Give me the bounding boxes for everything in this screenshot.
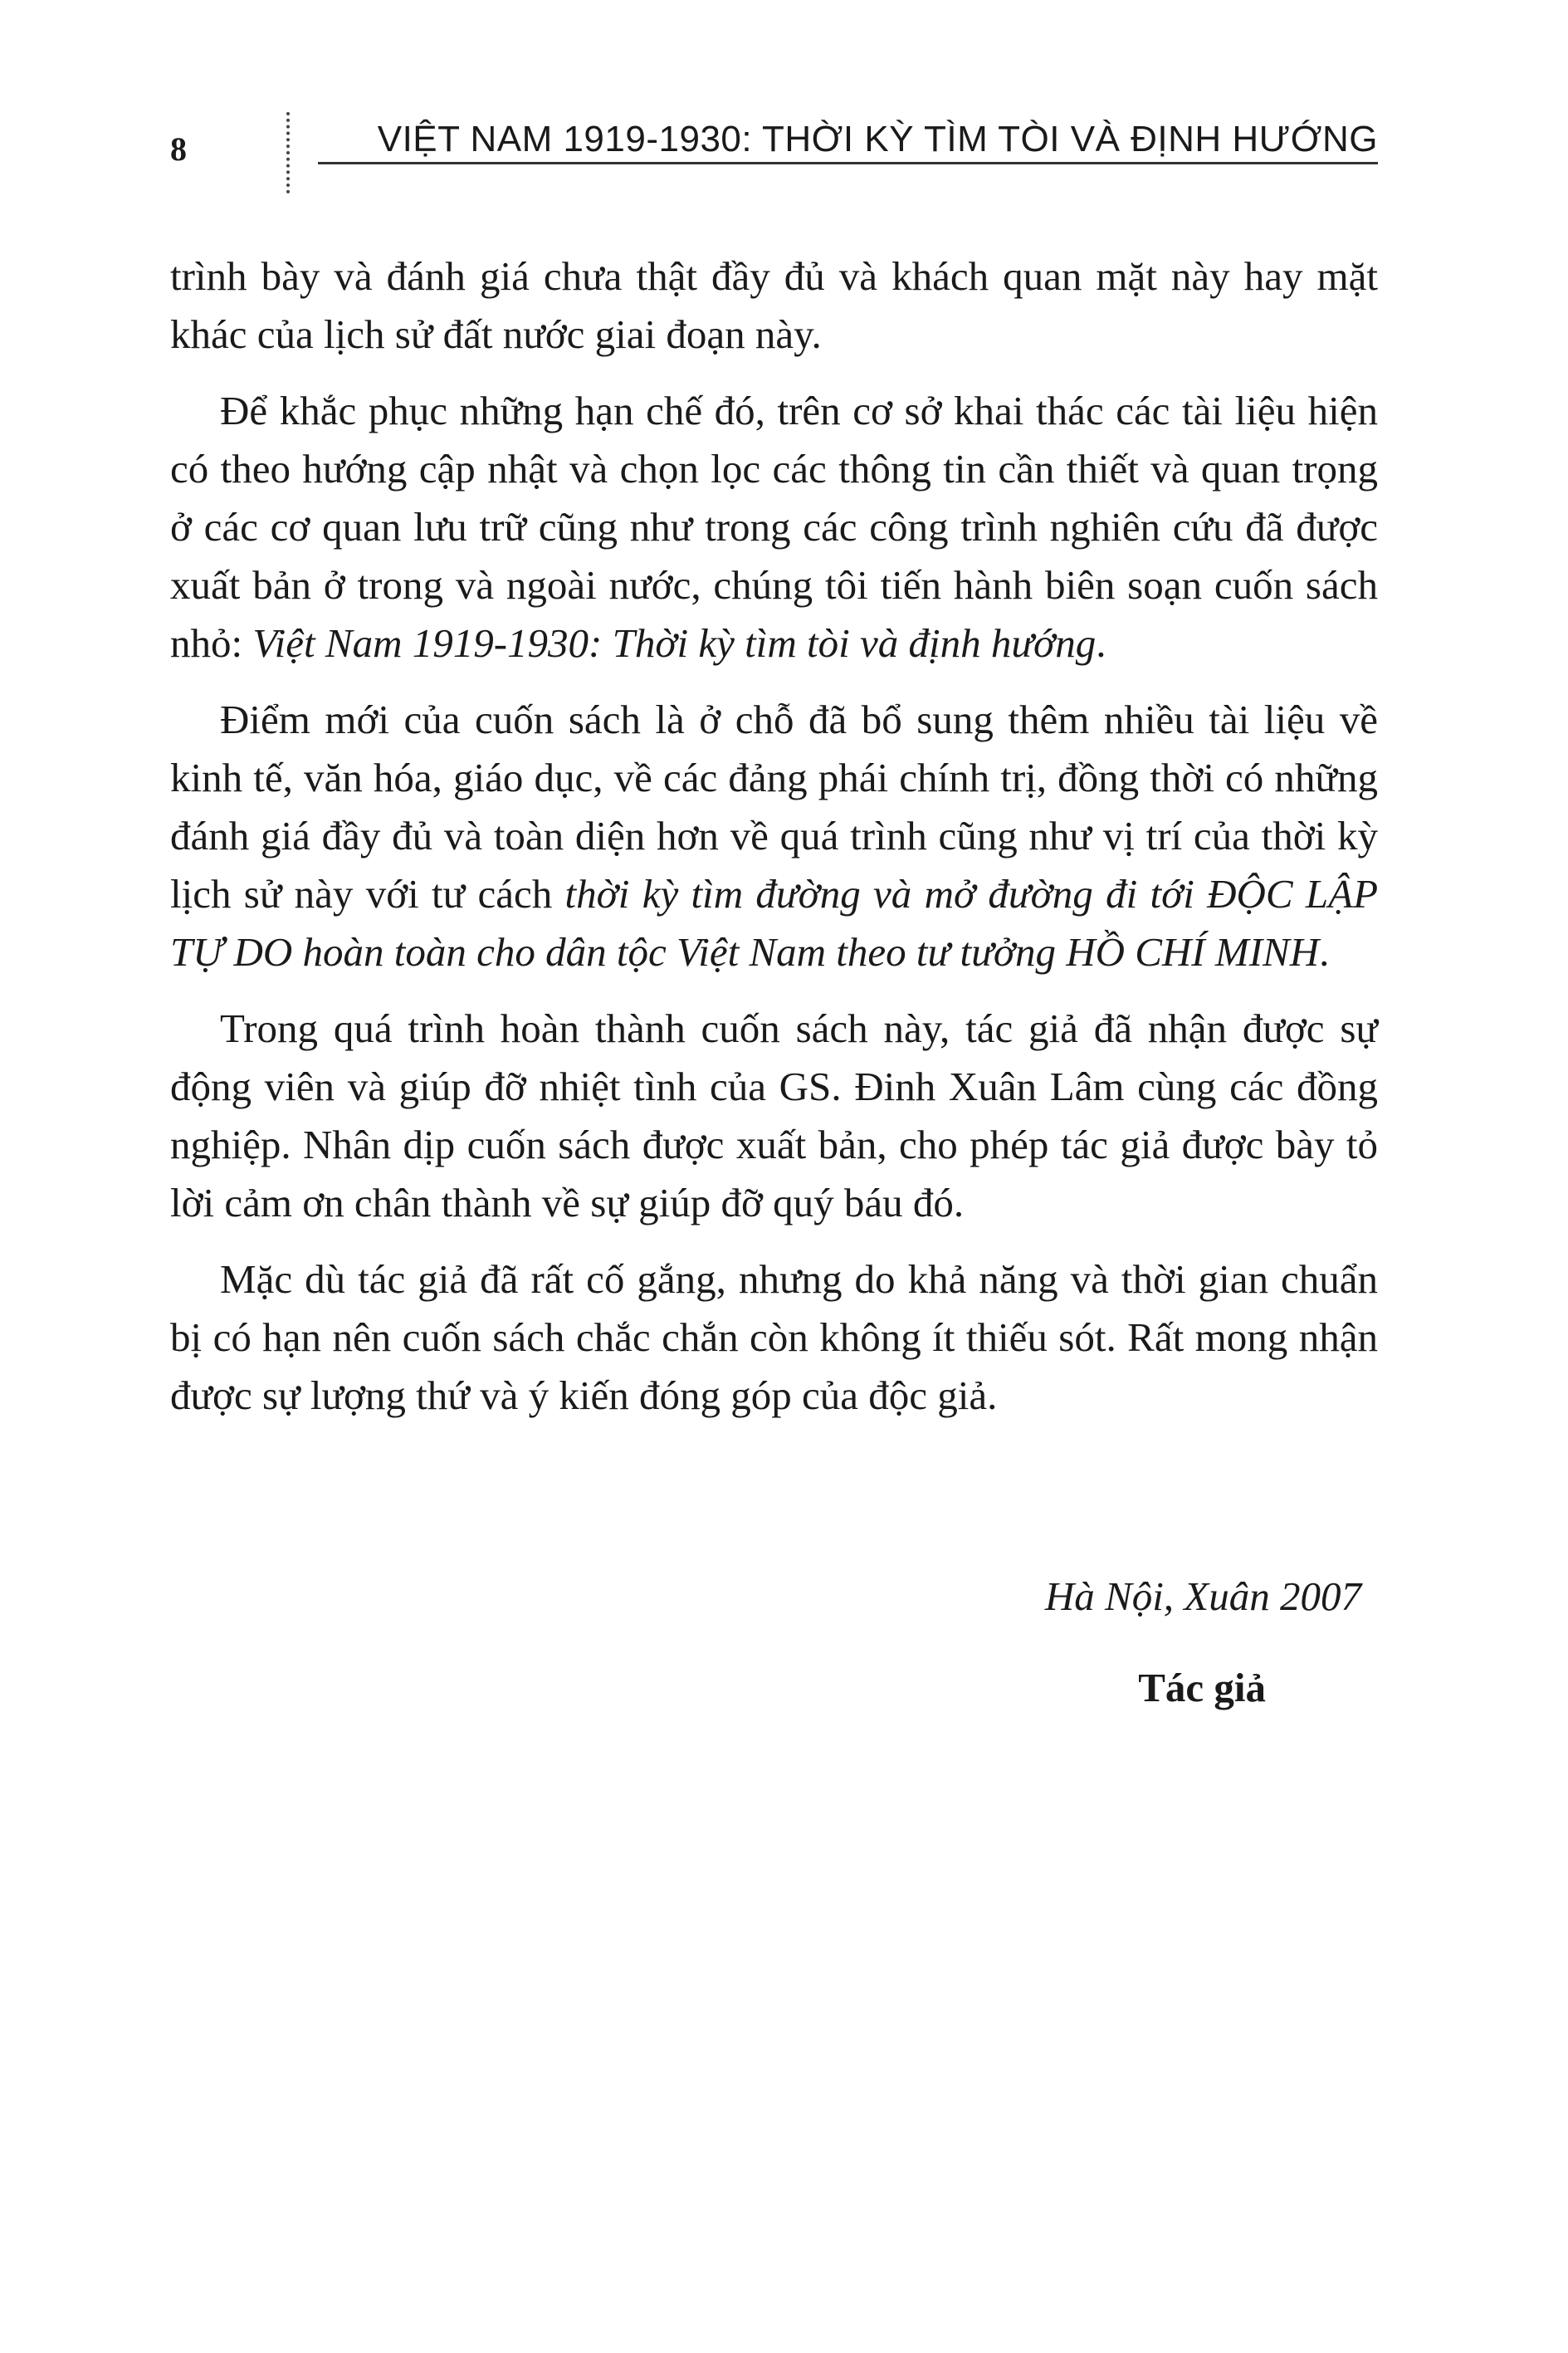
emphasis-italic: thời kỳ tìm đường và mở đường đi tới ĐỘC LẬP TỰ DO hoàn toàn cho dân tộc Việt Nam theo tư tưởng HỒ CHÍ MINH xyxy=(170,871,1378,975)
paragraph-2 xyxy=(170,382,1378,673)
author-signature: Tác giả xyxy=(1138,1665,1266,1710)
book-title-italic: Việt Nam 1919-1930: Thời kỳ tìm tòi và định hướng xyxy=(252,620,1097,666)
paragraph-1: trình bày và đánh giá chưa thật đầy đủ và khách quan mặt này hay mặt khác của lịch sử đất nước giai đoạn này. xyxy=(170,253,1378,357)
header-divider xyxy=(286,112,293,193)
paragraph-5: Mặc dù tác giả đã rất cố gắng, nhưng do khả năng và thời gian chuẩn bị có hạn nên cuốn sách chắc chắn còn không ít thiếu sót. Rất mong nhận được sự lượng thứ và ý kiến đóng góp của độc giả. xyxy=(170,1256,1378,1418)
paragraph-3-text: Điểm mới của cuốn sách là ở chỗ đã bổ sung thêm nhiều tài liệu về kinh tế, văn hóa, giáo dục, về các đảng phái chính trị, đồng thời có những đánh giá đầy đủ và toàn diện hơn về quá trình cũng như vị trí của thời kỳ lịch sử này với tư cách xyxy=(170,697,1378,917)
signature-block xyxy=(1045,1568,1361,1717)
paragraph-3 xyxy=(170,691,1378,981)
page-number: 8 xyxy=(170,130,187,168)
header-rule xyxy=(318,162,1378,164)
paragraph-3-end: . xyxy=(1319,929,1330,975)
running-title: VIỆT NAM 1919-1930: THỜI KỲ TÌM TÒI VÀ ĐỊNH HƯỚNG xyxy=(377,119,1378,159)
paragraph-2-end: . xyxy=(1096,620,1106,666)
place-date: Hà Nội, Xuân 2007 xyxy=(1044,1573,1361,1619)
body-text xyxy=(170,247,1378,1443)
paragraph-2-text: Để khắc phục những hạn chế đó, trên cơ sở khai thác các tài liệu hiện có theo hướng cập nhật và chọn lọc các thông tin cần thiết và quan trọng ở các cơ quan lưu trữ cũng như trong các công trình nghiên cứu đã được xuất bản ở trong và ngoài nước, chúng tôi tiến hành biên soạn cuốn sách nhỏ: xyxy=(170,388,1378,666)
paragraph-4: Trong quá trình hoàn thành cuốn sách này, tác giả đã nhận được sự động viên và giúp đỡ nhiệt tình của GS. Đinh Xuân Lâm cùng các đồng nghiệp. Nhân dịp cuốn sách được xuất bản, cho phép tác giả được bày tỏ lời cảm ơn chân thành về sự giúp đỡ quý báu đó. xyxy=(170,1005,1378,1225)
